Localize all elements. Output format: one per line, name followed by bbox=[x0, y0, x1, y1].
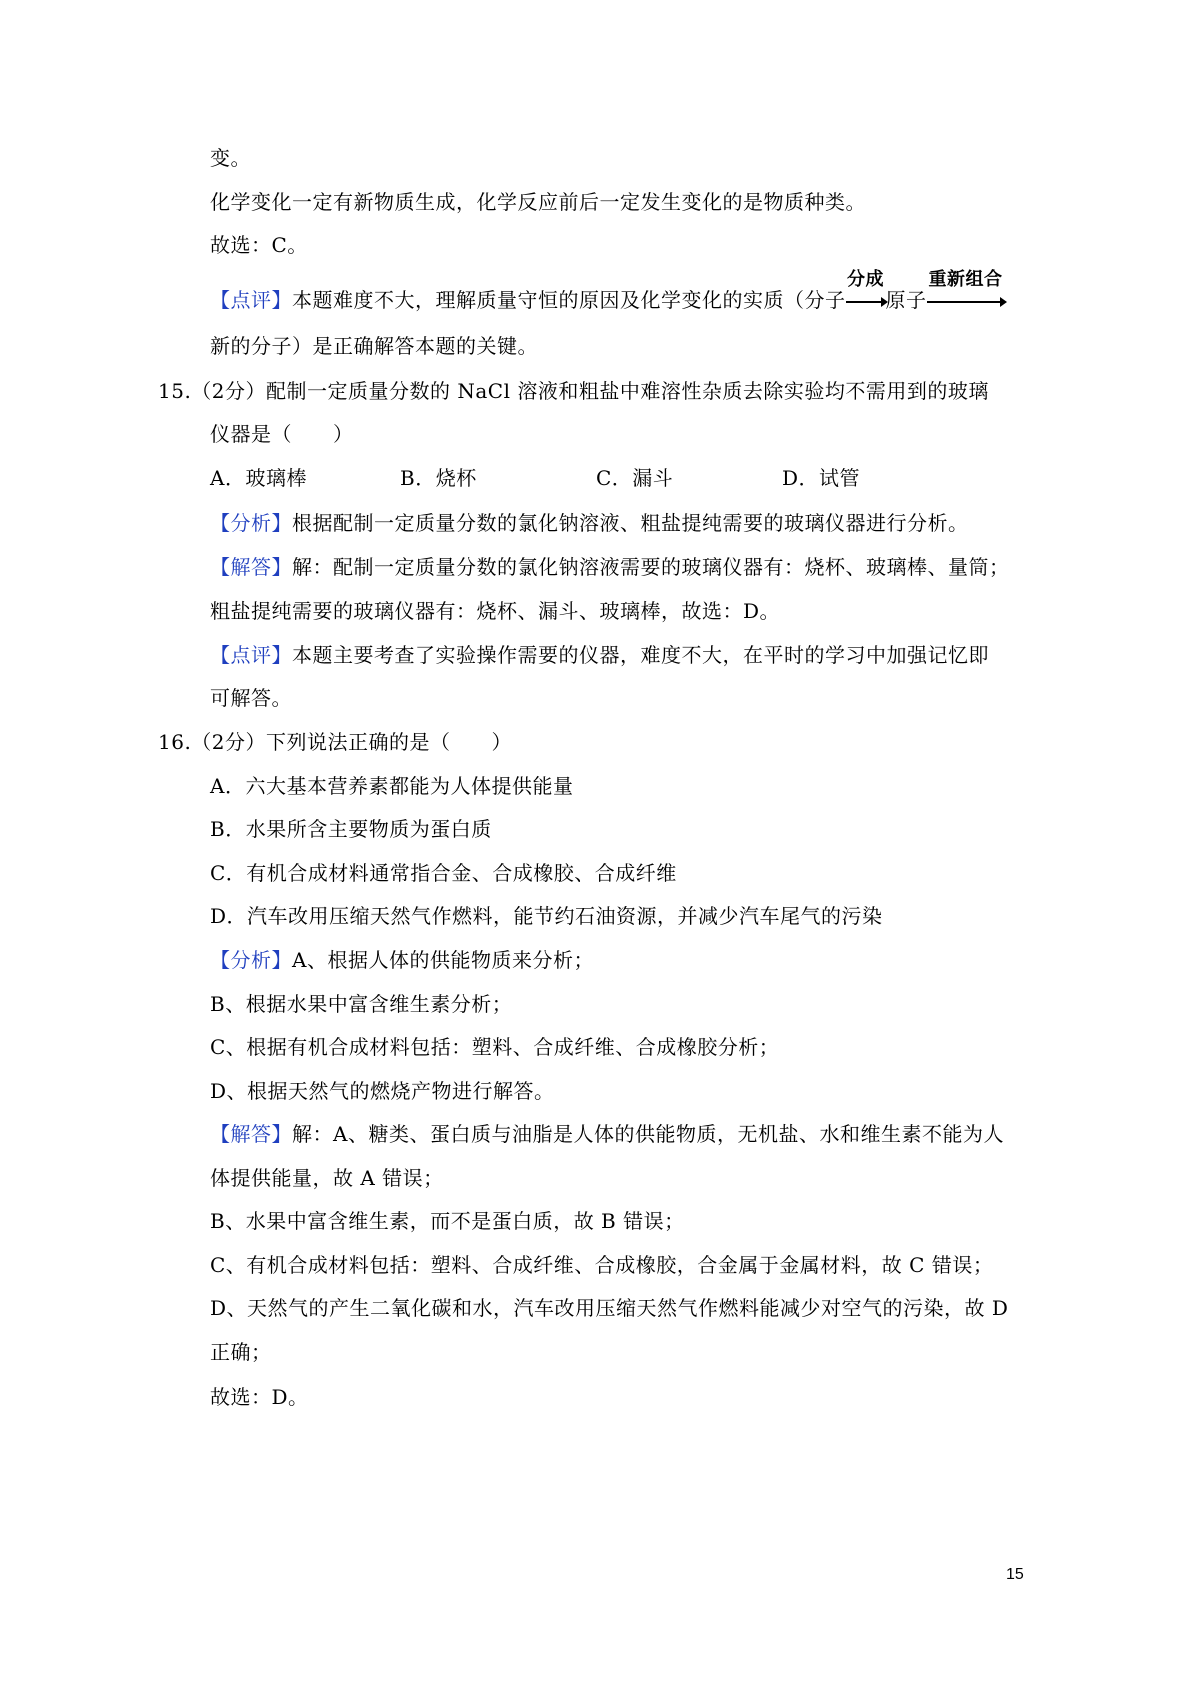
text-line: 粗盐提纯需要的玻璃仪器有：烧杯、漏斗、玻璃棒，故选：D。 bbox=[210, 599, 781, 623]
answer-tag: 【解答】 bbox=[210, 1122, 292, 1146]
analysis-text: 根据配制一定质量分数的氯化钠溶液、粗盐提纯需要的玻璃仪器进行分析。 bbox=[292, 511, 969, 535]
question-15-stem: 15.（2分）配制一定质量分数的 NaCl 溶液和粗盐中难溶性杂质去除实验均不需用到的玻璃 bbox=[158, 379, 989, 403]
question-16-stem: 16.（2分）下列说法正确的是（ ） bbox=[158, 730, 513, 754]
text-line: B、水果中富含维生素，而不是蛋白质，故 B 错误； bbox=[210, 1209, 685, 1233]
review-line bbox=[210, 641, 989, 669]
option-d: D．汽车改用压缩天然气作燃料，能节约石油资源，并减少汽车尾气的污染 bbox=[210, 904, 883, 928]
page-number: 15 bbox=[1006, 1566, 1024, 1583]
text-line: 故选：D。 bbox=[210, 1385, 309, 1409]
arrow-split-label: 分成 bbox=[847, 269, 884, 290]
option-c: C．有机合成材料通常指合金、合成橡胶、合成纤维 bbox=[210, 861, 677, 885]
text-line: 可解答。 bbox=[210, 686, 292, 710]
question-15-stem-cont: 仪器是（ ） bbox=[210, 422, 354, 446]
arrow-recombine bbox=[927, 269, 1005, 314]
option-d: D．试管 bbox=[782, 466, 861, 490]
text-line: D、天然气的产生二氧化碳和水，汽车改用压缩天然气作燃料能减少对空气的污染，故 D bbox=[210, 1296, 1009, 1320]
analysis-line bbox=[210, 509, 969, 537]
answer-tag: 【解答】 bbox=[210, 555, 292, 579]
option-a: A．玻璃棒 bbox=[210, 466, 307, 490]
answer-line bbox=[210, 553, 1010, 581]
text-line: 新的分子）是正确解答本题的关键。 bbox=[210, 334, 538, 358]
option-c: C．漏斗 bbox=[596, 466, 674, 490]
text-line: B、根据水果中富含维生素分析； bbox=[210, 992, 513, 1016]
text-line: 正确； bbox=[210, 1340, 272, 1364]
analysis-text: A、根据人体的供能物质来分析； bbox=[292, 948, 594, 972]
analysis-tag: 【分析】 bbox=[210, 511, 292, 535]
question-15-options bbox=[210, 464, 860, 492]
answer-line bbox=[210, 1120, 1004, 1148]
review-tag: 【点评】 bbox=[210, 643, 292, 667]
arrow-icon bbox=[927, 301, 1005, 303]
option-b: B．水果所含主要物质为蛋白质 bbox=[210, 817, 492, 841]
option-b: B．烧杯 bbox=[400, 466, 477, 490]
text-line: C、根据有机合成材料包括：塑料、合成纤维、合成橡胶分析； bbox=[210, 1035, 780, 1059]
option-a: A．六大基本营养素都能为人体提供能量 bbox=[210, 774, 574, 798]
arrow-recombine-label: 重新组合 bbox=[928, 269, 1003, 290]
analysis-tag: 【分析】 bbox=[210, 948, 292, 972]
text-line: C、有机合成材料包括：塑料、合成纤维、合成橡胶，合金属于金属材料，故 C 错误； bbox=[210, 1253, 994, 1277]
text-line: 变。 bbox=[210, 146, 251, 170]
analysis-line bbox=[210, 946, 594, 974]
answer-text: 解：A、糖类、蛋白质与油脂是人体的供能物质，无机盐、水和维生素不能为人 bbox=[292, 1122, 1004, 1146]
text-line: 故选：C。 bbox=[210, 233, 308, 257]
arrow-icon bbox=[846, 301, 886, 303]
review-line bbox=[210, 269, 1005, 314]
review-text: 本题主要考查了实验操作需要的仪器，难度不大，在平时的学习中加强记忆即 bbox=[292, 643, 989, 667]
review-tag: 【点评】 bbox=[210, 288, 292, 312]
review-text: 本题难度不大，理解质量守恒的原因及化学变化的实质（分子 bbox=[292, 288, 846, 312]
answer-text: 解：配制一定质量分数的氯化钠溶液需要的玻璃仪器有：烧杯、玻璃棒、量筒； bbox=[292, 555, 1010, 579]
text-line: 体提供能量，故 A 错误； bbox=[210, 1166, 444, 1190]
review-text-atom: 原子 bbox=[885, 288, 927, 312]
text-line: 化学变化一定有新物质生成，化学反应前后一定发生变化的是物质种类。 bbox=[210, 190, 866, 214]
arrow-split bbox=[846, 269, 886, 314]
text-line: D、根据天然气的燃烧产物进行解答。 bbox=[210, 1079, 555, 1103]
